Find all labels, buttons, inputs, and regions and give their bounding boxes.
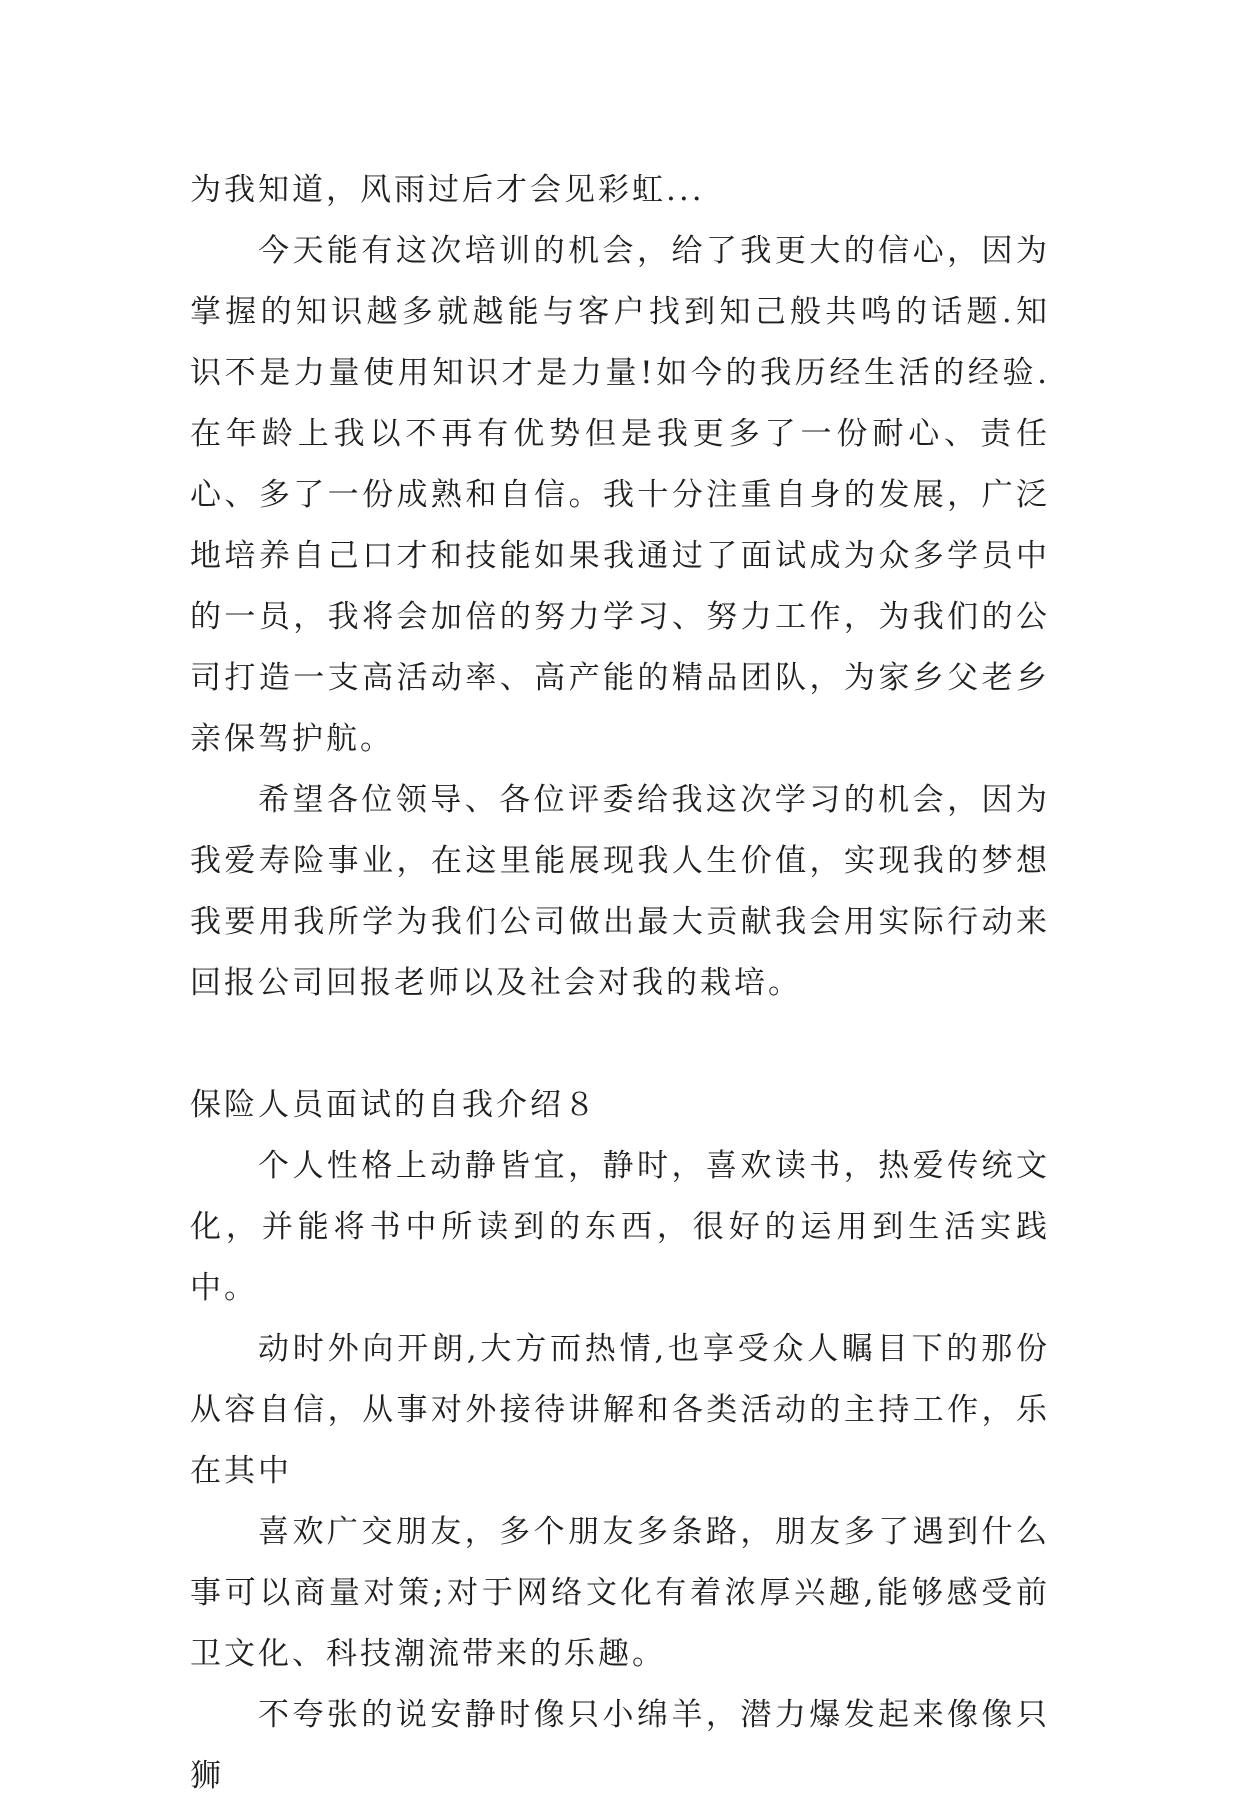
paragraph-friends: 喜欢广交朋友，多个朋友多条路，朋友多了遇到什么事可以商量对策;对于网络文化有着浓厚兴趣,能够感受前卫文化、科技潮流带来的乐趣。 <box>190 1514 1050 1672</box>
paragraph-lamb: 不夸张的说安静时像只小绵羊，潜力爆发起来像像只狮 <box>190 1697 1050 1794</box>
paragraph-hope: 希望各位领导、各位评委给我这次学习的机会，因为我爱寿险事业，在这里能展现我人生价值，实现我的梦想我要用我所学为我们公司做出最大贡献我会用实际行动来回报公司回报老师以及社会对我的栽培。 <box>190 782 1050 1001</box>
document-body <box>190 160 1050 1807</box>
paragraph-personality: 个人性格上动静皆宜，静时，喜欢读书，热爱传统文化，并能将书中所读到的东西，很好的运用到生活实践中。 <box>190 1148 1050 1306</box>
paragraph-continuation: 为我知道，风雨过后才会见彩虹... <box>190 172 705 208</box>
paragraph-active: 动时外向开朗,大方而热情,也享受众人瞩目下的那份从容自信，从事对外接待讲解和各类活动的主持工作，乐在其中 <box>190 1331 1050 1489</box>
paragraph-training: 今天能有这次培训的机会，给了我更大的信心，因为掌握的知识越多就越能与客户找到知己般共鸣的话题.知识不是力量使用知识才是力量!如今的我历经生活的经验.在年龄上我以不再有优势但是我更多了一份耐心、责任心、多了一份成熟和自信。我十分注重自身的发展，广泛地培养自己口才和技能如果我通过了面试成为众多学员中的一员，我将会加倍的努力学习、努力工作，为我们的公司打造一支高活动率、高产能的精品团队，为家乡父老乡亲保驾护航。 <box>190 233 1050 757</box>
section-heading: 保险人员面试的自我介绍８ <box>190 1087 598 1123</box>
section-spacer <box>190 1014 1050 1075</box>
